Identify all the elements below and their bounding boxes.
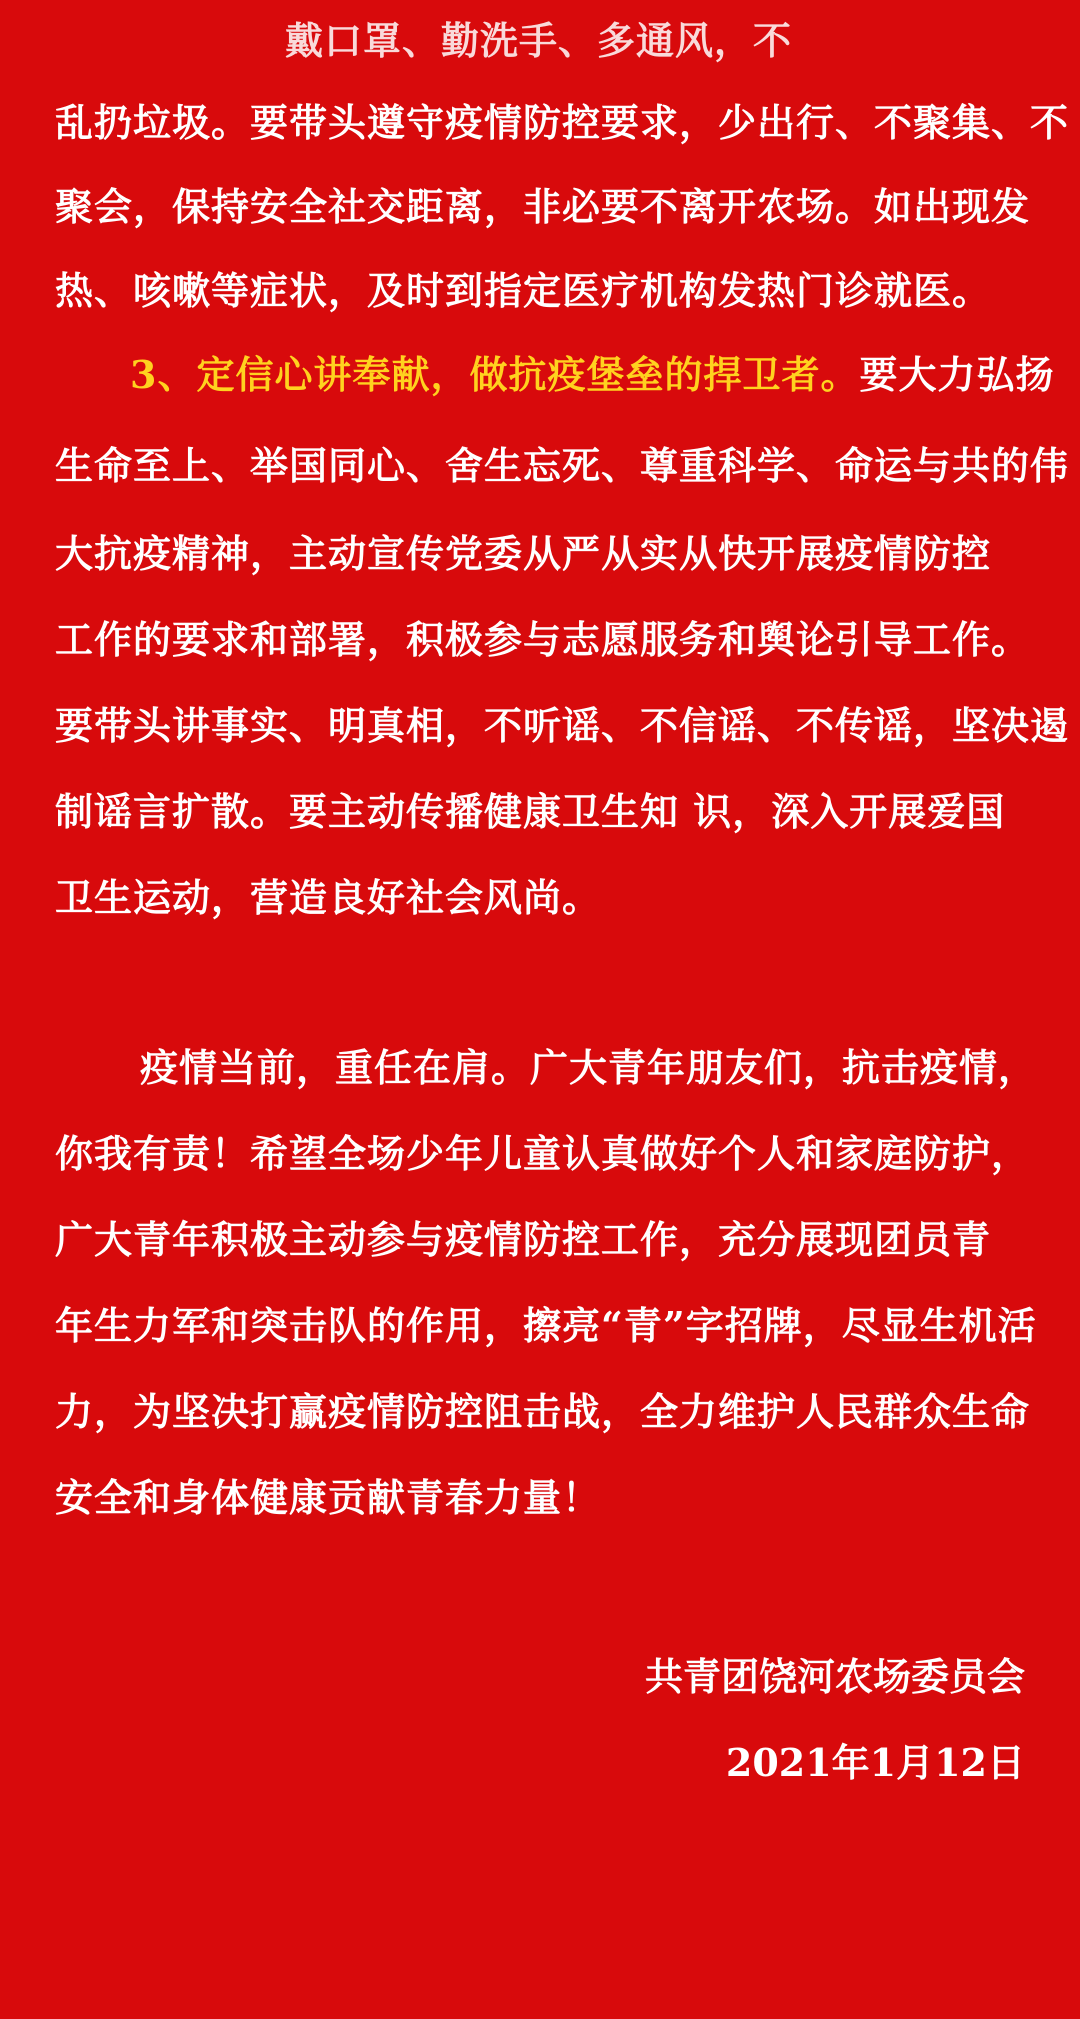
p4-line-5: 力，为坚决打赢疫情防控阻击战，全力维护人民群众生命 [55, 1389, 1031, 1434]
signature-org: 共青团饶河农场委员会 [644, 1654, 1025, 1699]
p3-line-2: 大抗疫精神，主动宣传党委从严从实从快开展疫情防控 [55, 531, 992, 576]
p4-line-6: 安全和身体健康贡献青春力量！ [55, 1475, 602, 1520]
p4-line-2: 你我有责！希望全场少年儿童认真做好个人和家庭防护， [55, 1131, 1031, 1176]
p4-line-1: 疫情当前，重任在肩。广大青年朋友们，抗击疫情， [140, 1045, 1038, 1090]
p2-line-1: 乱扔垃圾。要带头遵守疫情防控要求，少出行、不聚集、不 [55, 100, 1070, 145]
p4-line-3: 广大青年积极主动参与疫情防控工作，充分展现团员青 [55, 1217, 992, 1262]
p3-line-6: 卫生运动，营造良好社会风尚。 [55, 875, 602, 920]
p3-line-3: 工作的要求和部署，积极参与志愿服务和舆论引导工作。 [55, 617, 1031, 662]
signature-date: 2021年1月12日 [725, 1740, 1025, 1785]
p3-heading-line [130, 352, 1080, 398]
p2-line-3: 热、咳嗽等症状，及时到指定医疗机构发热门诊就医。 [55, 268, 992, 313]
p3-heading: 3、定信心讲奉献，做抗疫堡垒的捍卫者。 [130, 352, 860, 397]
p3-line-1: 生命至上、举国同心、舍生忘死、尊重科学、命运与共的伟 [55, 443, 1070, 488]
p2-line-2: 聚会，保持安全社交距离，非必要不离开农场。如出现发 [55, 184, 1031, 229]
p4-line-4: 年生力军和突击队的作用，擦亮“青”字招牌，尽显生机活 [55, 1303, 1037, 1348]
p3-line-4: 要带头讲事实、明真相，不听谣、不信谣、不传谣，坚决遏 [55, 703, 1070, 748]
p3-line-5: 制谣言扩散。要主动传播健康卫生知 识，深入开展爱国 [55, 789, 1006, 834]
partial-top-line: 戴口罩、勤洗手、多通风，不 [285, 18, 793, 63]
p3-heading-tail: 要大力弘扬 [859, 352, 1055, 397]
